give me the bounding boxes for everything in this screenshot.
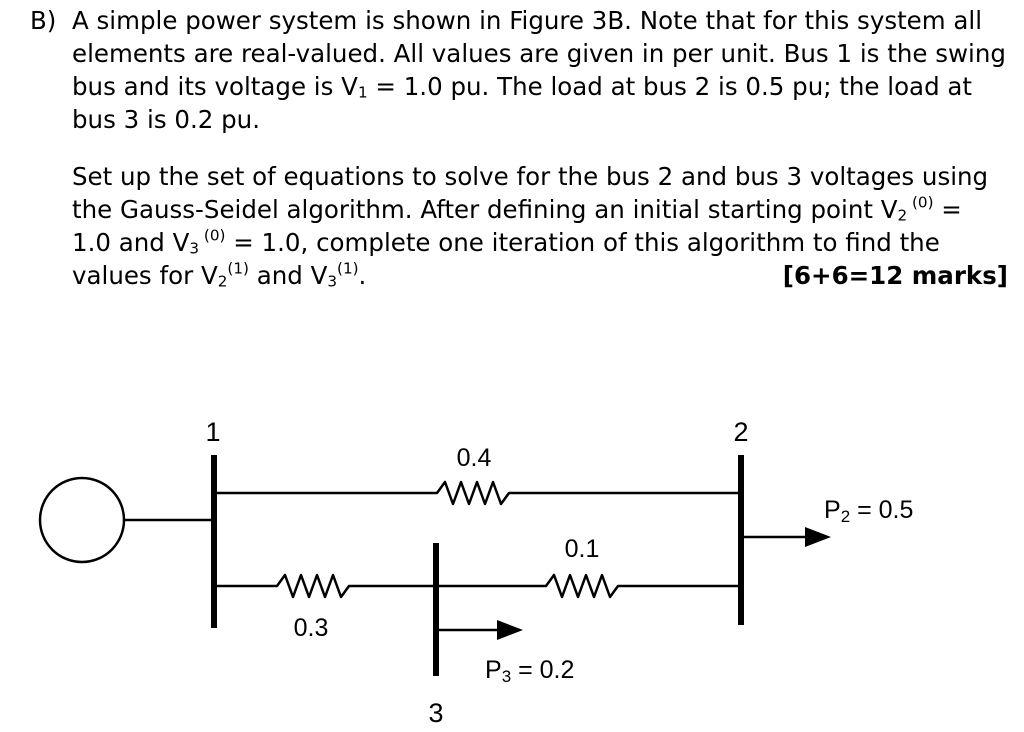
bus-3-label: 3 bbox=[428, 698, 444, 728]
text-fragment: values for V bbox=[72, 261, 218, 290]
text-fragment: = 1.0, complete one iteration of this algorithm to find the bbox=[225, 228, 940, 257]
text-fragment: = bbox=[933, 195, 962, 224]
question-label: B) bbox=[30, 6, 57, 35]
text-fragment: . bbox=[358, 261, 367, 290]
subscript: 3 bbox=[327, 272, 338, 291]
subscript: 1 bbox=[357, 83, 368, 102]
task-line-2 bbox=[72, 193, 1014, 226]
load-3-label bbox=[485, 656, 574, 686]
swing-generator-icon bbox=[40, 478, 124, 562]
superscript: (0) bbox=[199, 226, 226, 245]
text-fragment: 1.0 and V bbox=[72, 228, 190, 257]
text-fragment: and V bbox=[248, 261, 328, 290]
superscript: (0) bbox=[907, 193, 934, 212]
text-fragment: = 1.0 pu. The load at bus 2 is 0.5 pu; the load at bbox=[367, 72, 973, 101]
impedance-label-1-3: 0.3 bbox=[293, 614, 329, 642]
impedance-label-3-2: 0.1 bbox=[564, 535, 600, 563]
task-line-4 bbox=[72, 259, 1014, 292]
bus-2-label: 2 bbox=[733, 417, 749, 447]
subscript: 3 bbox=[501, 667, 512, 686]
marks-allocation: [6+6=12 marks] bbox=[782, 261, 1008, 290]
task-line-3 bbox=[72, 226, 1014, 259]
impedance-label-1-2: 0.4 bbox=[456, 444, 492, 472]
subscript: 2 bbox=[897, 206, 908, 225]
question-row bbox=[30, 4, 1014, 292]
load-3-arrow-icon bbox=[497, 620, 523, 640]
text-fragment: P bbox=[824, 496, 841, 524]
line-1-2 bbox=[214, 482, 741, 504]
bus-1-label: 1 bbox=[205, 417, 221, 447]
line-1-3 bbox=[214, 575, 436, 597]
load-2-label bbox=[824, 496, 913, 526]
statement-line-4: bus 3 is 0.2 pu. bbox=[72, 105, 260, 134]
statement-line-2: elements are real-valued. All values are given in per unit. Bus 1 is the swing bbox=[72, 39, 1006, 68]
task-line-4-text bbox=[72, 259, 366, 292]
superscript: (1) bbox=[227, 259, 249, 278]
load-2-arrow-icon bbox=[805, 527, 831, 547]
statement-line-3 bbox=[72, 70, 1014, 103]
statement-line-1: A simple power system is shown in Figure 3B. Note that for this system all bbox=[72, 6, 983, 35]
subscript: 2 bbox=[217, 272, 228, 291]
line-3-2 bbox=[436, 575, 741, 597]
text-fragment: the Gauss-Seidel algorithm. After defining an initial starting point V bbox=[72, 195, 898, 224]
task-line-1: Set up the set of equations to solve for the bus 2 and bus 3 voltages using bbox=[72, 162, 989, 191]
subscript: 2 bbox=[840, 507, 851, 526]
text-fragment: bus and its voltage is V bbox=[72, 72, 358, 101]
text-fragment: = 0.5 bbox=[850, 496, 914, 524]
superscript: (1) bbox=[337, 259, 359, 278]
text-fragment: = 0.2 bbox=[511, 656, 575, 684]
question-b bbox=[30, 4, 1014, 292]
subscript: 3 bbox=[189, 239, 200, 258]
problem-statement bbox=[72, 4, 1014, 136]
task-statement bbox=[72, 160, 1014, 292]
text-fragment: P bbox=[485, 656, 502, 684]
question-body bbox=[72, 4, 1014, 292]
